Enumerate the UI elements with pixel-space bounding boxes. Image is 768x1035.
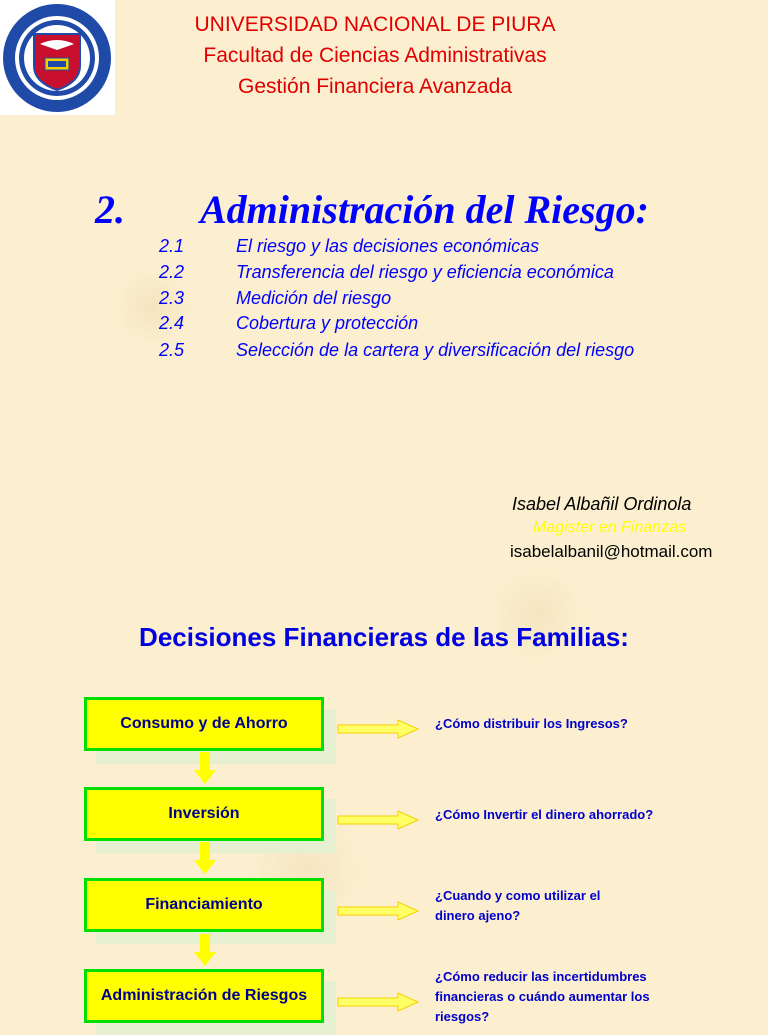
question-text bbox=[435, 967, 650, 1027]
section-number: 2. bbox=[95, 187, 125, 232]
section-title: Administración del Riesgo: bbox=[200, 187, 649, 232]
question-text: ¿Cómo distribuir los Ingresos? bbox=[435, 716, 628, 731]
topic-number: 2.4 bbox=[159, 313, 185, 333]
right-arrow-icon bbox=[338, 993, 418, 1011]
question-text bbox=[435, 886, 600, 926]
author-email: isabelalbanil@hotmail.com bbox=[510, 542, 713, 561]
university-name: UNIVERSIDAD NACIONAL DE PIURA bbox=[194, 13, 556, 36]
question-line: dinero ajeno? bbox=[435, 908, 521, 923]
right-arrow-icon bbox=[338, 811, 418, 829]
down-arrow-icon bbox=[194, 934, 216, 966]
down-arrow-icon bbox=[194, 752, 216, 784]
topic-text: Cobertura y protección bbox=[236, 313, 419, 333]
diagram-title: Decisiones Financieras de las Familias: bbox=[139, 622, 629, 652]
author-degree: Magister en Finanzas bbox=[533, 519, 686, 536]
author-name: Isabel Albañil Ordinola bbox=[512, 494, 692, 514]
question-line: ¿Cuando y como utilizar el bbox=[435, 888, 601, 903]
topic-number: 2.5 bbox=[159, 340, 185, 360]
question-text: ¿Cómo Invertir el dinero ahorrado? bbox=[435, 807, 654, 822]
topic-text: Medición del riesgo bbox=[236, 288, 392, 308]
course-name: Gestión Financiera Avanzada bbox=[238, 75, 512, 98]
question-line: riesgos? bbox=[435, 1009, 490, 1024]
right-arrow-icon bbox=[338, 720, 418, 738]
faculty-name: Facultad de Ciencias Administrativas bbox=[203, 44, 547, 67]
box-financiamiento: Financiamiento bbox=[84, 878, 324, 932]
question-line: financieras o cuándo aumentar los bbox=[435, 989, 650, 1004]
topic-text: Transferencia del riesgo y eficiencia económica bbox=[236, 262, 614, 282]
box-consumo-ahorro: Consumo y de Ahorro bbox=[84, 697, 324, 751]
box-administracion-riesgos: Administración de Riesgos bbox=[84, 969, 324, 1023]
topic-number: 2.2 bbox=[159, 262, 185, 282]
down-arrow-icon bbox=[194, 842, 216, 874]
right-arrow-icon bbox=[338, 902, 418, 920]
topic-text: El riesgo y las decisiones económicas bbox=[236, 236, 540, 256]
question-line: ¿Cómo reducir las incertidumbres bbox=[435, 969, 647, 984]
topic-text: Selección de la cartera y diversificación del riesgo bbox=[236, 340, 635, 360]
box-inversion: Inversión bbox=[84, 787, 324, 841]
topic-number: 2.1 bbox=[159, 236, 185, 256]
topic-number: 2.3 bbox=[159, 288, 185, 308]
